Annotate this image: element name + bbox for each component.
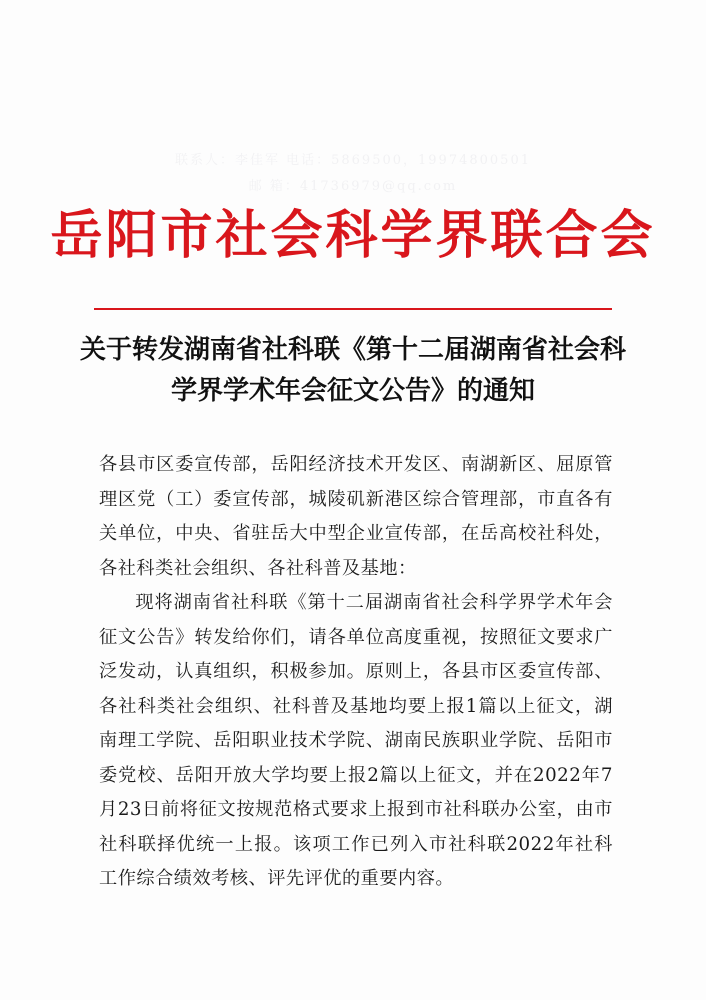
letterhead-red-rule: [94, 308, 612, 310]
letterhead-title: 岳阳市社会科学界联合会: [50, 205, 656, 266]
document-body: [99, 448, 613, 897]
document-title-line-1: 关于转发湖南省社科联《第十二届湖南省社会科: [79, 335, 626, 365]
main-paragraph: 现将湖南省社科联《第十二届湖南省社会科学界学术年会征文公告》转发给你们，请各单位高度重视，按照征文要求广泛发动，认真组织，积极参加。原则上，各县市区委宣传部、各社科类社会组织、社科普及基地均要上报1篇以上征文，湖南理工学院、岳阳职业技术学院、湖南民族职业学院、岳阳市委党校、岳阳开放大学均要上报2篇以上征文，并在2022年7月23日前将征文按规范格式要求上报到市社科联办公室，由市社科联择优统一上报。该项工作已列入市社科联2022年社科工作综合绩效考核、评先评优的重要内容。: [99, 592, 613, 889]
faint-header-line-1: 联系人：李佳军 电话：5869500，19974800501: [174, 153, 531, 168]
faint-contact-header: [0, 148, 706, 200]
salutation-paragraph: 各县市区委宣传部，岳阳经济技术开发区、南湖新区、屈原管理区党（工）委宣传部，城陵矶新港区综合管理部，市直各有关单位，中央、省驻岳大中型企业宣传部，在岳高校社科处，各社科类社会组织、各社科普及基地：: [99, 454, 613, 579]
document-title: [60, 330, 646, 412]
faint-header-line-2: 邮 箱：41736979@qq.com: [248, 179, 458, 194]
document-title-line-2: 学界学术年会征文公告》的通知: [170, 376, 535, 406]
